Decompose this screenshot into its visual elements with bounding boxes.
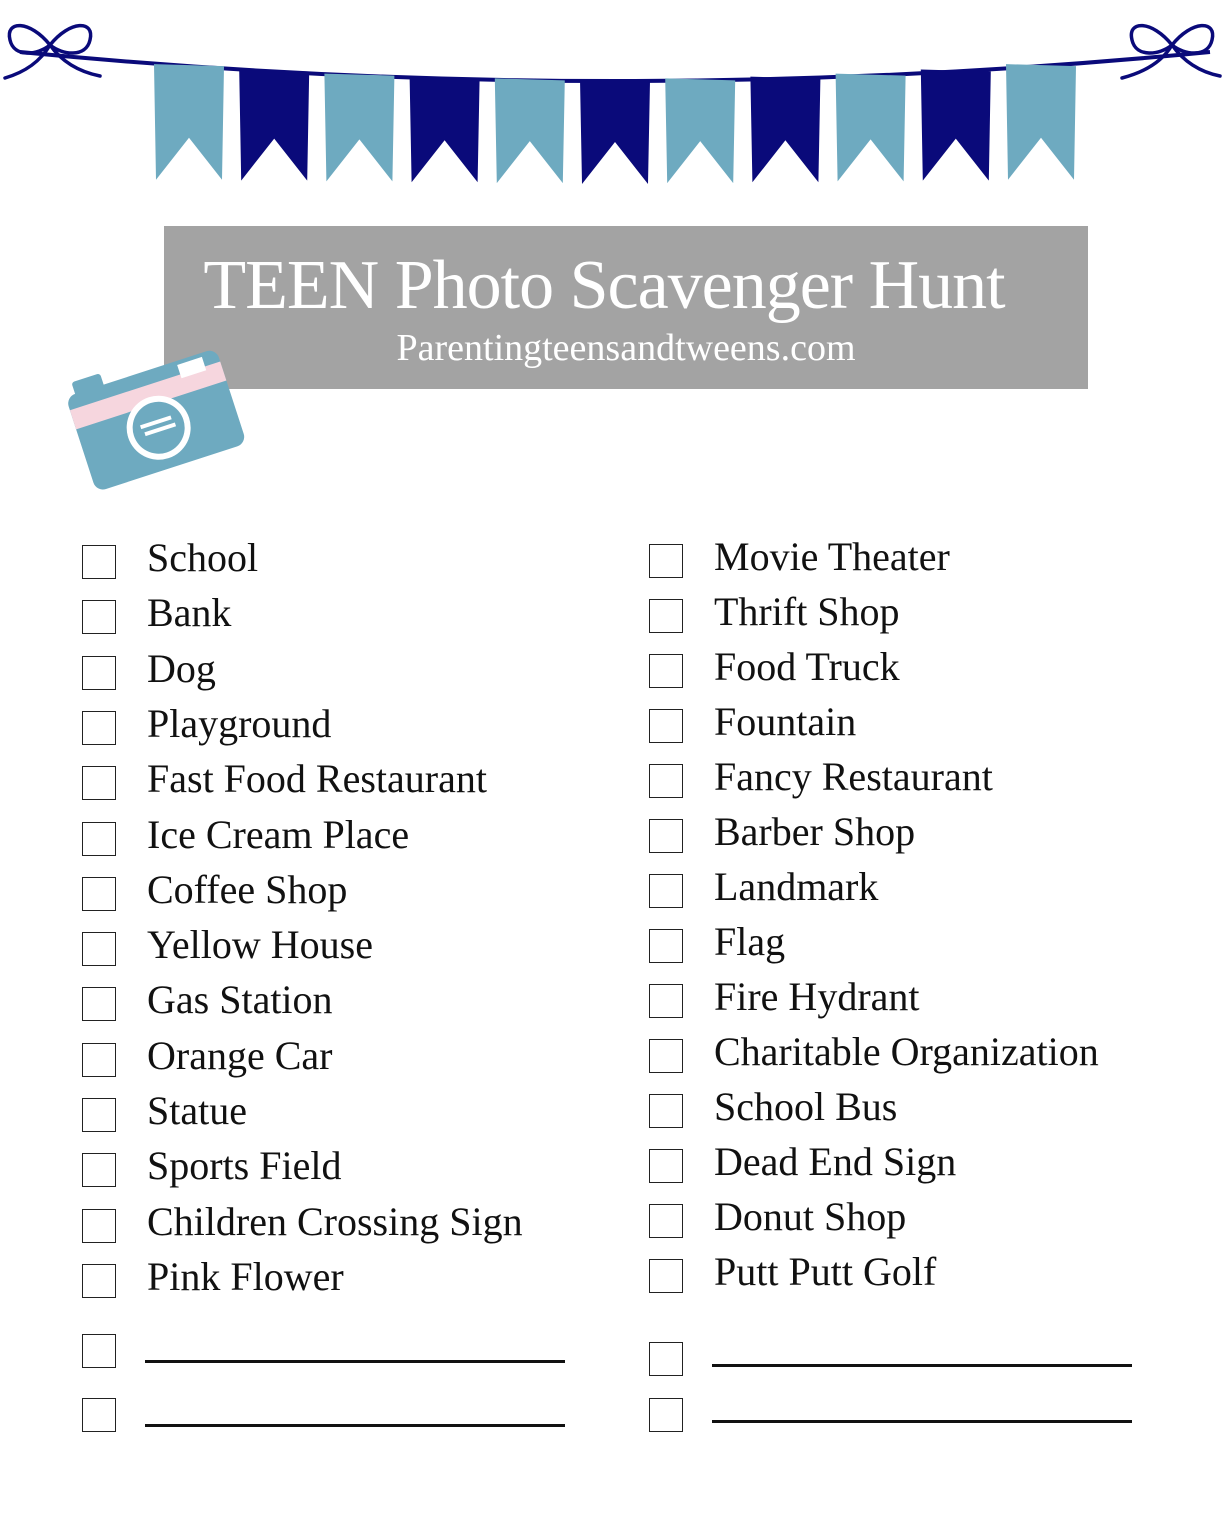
checklist-item-label: Statue <box>147 1088 247 1133</box>
checklist-item-label: Landmark <box>714 864 879 909</box>
checkbox[interactable] <box>82 877 116 911</box>
checkbox[interactable] <box>82 1334 116 1368</box>
checklist-item-label: Ice Cream Place <box>147 811 410 857</box>
checklist-item-label: Dead End Sign <box>714 1139 957 1184</box>
checklist-item-label: Fire Hydrant <box>714 974 920 1019</box>
checklist-item-label: Barber Shop <box>714 809 916 854</box>
checklist-item-label: Sports Field <box>147 1143 342 1189</box>
bunting-flag <box>921 69 991 180</box>
bunting-flag <box>495 78 565 183</box>
checklist-item-label: Playground <box>147 700 332 746</box>
checkbox[interactable] <box>649 1398 683 1432</box>
checkbox[interactable] <box>82 1153 116 1187</box>
checkbox[interactable] <box>82 711 116 745</box>
checkbox[interactable] <box>82 822 116 856</box>
bunting-flag <box>836 74 906 182</box>
checkbox[interactable] <box>649 1094 683 1128</box>
bunting-flag <box>410 77 480 183</box>
checkbox[interactable] <box>649 819 683 853</box>
checklist-item-label: Putt Putt Golf <box>714 1249 937 1294</box>
checklist-item-label: School Bus <box>714 1084 898 1129</box>
checklist-item-label: Yellow House <box>147 922 373 968</box>
checklist-item-label: Dog <box>147 645 216 691</box>
checkbox[interactable] <box>82 1209 116 1243</box>
checkbox[interactable] <box>82 545 116 579</box>
write-in-line[interactable] <box>145 1424 565 1427</box>
checklist-item-label: Bank <box>147 590 232 636</box>
checkbox[interactable] <box>649 984 683 1018</box>
checklist-item-label: Donut Shop <box>714 1194 907 1239</box>
checkbox[interactable] <box>82 987 116 1021</box>
checkbox[interactable] <box>82 1043 116 1077</box>
bunting-flag <box>665 78 735 183</box>
write-in-line[interactable] <box>712 1420 1132 1423</box>
checkbox[interactable] <box>649 544 683 578</box>
checkbox[interactable] <box>649 1204 683 1238</box>
checkbox[interactable] <box>649 654 683 688</box>
checkbox[interactable] <box>82 656 116 690</box>
checkbox[interactable] <box>649 929 683 963</box>
checklist-item-label: Coffee Shop <box>147 866 348 912</box>
checkbox[interactable] <box>649 1039 683 1073</box>
bunting-flag <box>1006 64 1076 180</box>
checkbox[interactable] <box>82 600 116 634</box>
checklist-item-label: Fountain <box>714 699 857 744</box>
bunting-flag <box>239 69 309 180</box>
checkbox[interactable] <box>82 932 116 966</box>
checklist-item-label: Thrift Shop <box>714 589 900 634</box>
page-subtitle: Parentingteensandtweens.com <box>396 327 856 369</box>
checklist-item-label: Charitable Organization <box>714 1029 1099 1074</box>
checkbox[interactable] <box>82 766 116 800</box>
checkbox[interactable] <box>82 1098 116 1132</box>
checklist-item-label: Children Crossing Sign <box>147 1198 523 1244</box>
bunting-flag <box>580 79 650 184</box>
bunting-flag <box>750 77 820 183</box>
checklist-item-label: School <box>147 535 259 580</box>
checklist-item-label: Gas Station <box>147 977 333 1023</box>
checkbox[interactable] <box>649 1342 683 1376</box>
checklist-item-label: Pink Flower <box>147 1253 344 1299</box>
bunting-flag <box>154 64 224 180</box>
checklist-item-label: Movie Theater <box>714 534 950 579</box>
checkbox[interactable] <box>82 1264 116 1298</box>
checkbox[interactable] <box>649 1259 683 1293</box>
bow-icon <box>1122 26 1220 78</box>
checklist-item-label: Fast Food Restaurant <box>147 756 487 802</box>
checklist-item-label: Fancy Restaurant <box>714 754 993 799</box>
checkbox[interactable] <box>82 1398 116 1432</box>
checkbox[interactable] <box>649 764 683 798</box>
title-box <box>164 226 1088 389</box>
checklist-item-label: Flag <box>714 919 786 964</box>
checklist-item-label: Orange Car <box>147 1032 333 1078</box>
bunting-flag <box>324 74 394 182</box>
bow-icon <box>5 26 100 78</box>
checkbox[interactable] <box>649 599 683 633</box>
camera-icon <box>60 330 250 490</box>
page-title: TEEN Photo Scavenger Hunt <box>203 247 1005 324</box>
checkbox[interactable] <box>649 709 683 743</box>
bunting-banner <box>0 0 1229 200</box>
write-in-line[interactable] <box>145 1360 565 1363</box>
checkbox[interactable] <box>649 1149 683 1183</box>
write-in-line[interactable] <box>712 1364 1132 1367</box>
checkbox[interactable] <box>649 874 683 908</box>
checklist-item-label: Food Truck <box>714 644 900 689</box>
